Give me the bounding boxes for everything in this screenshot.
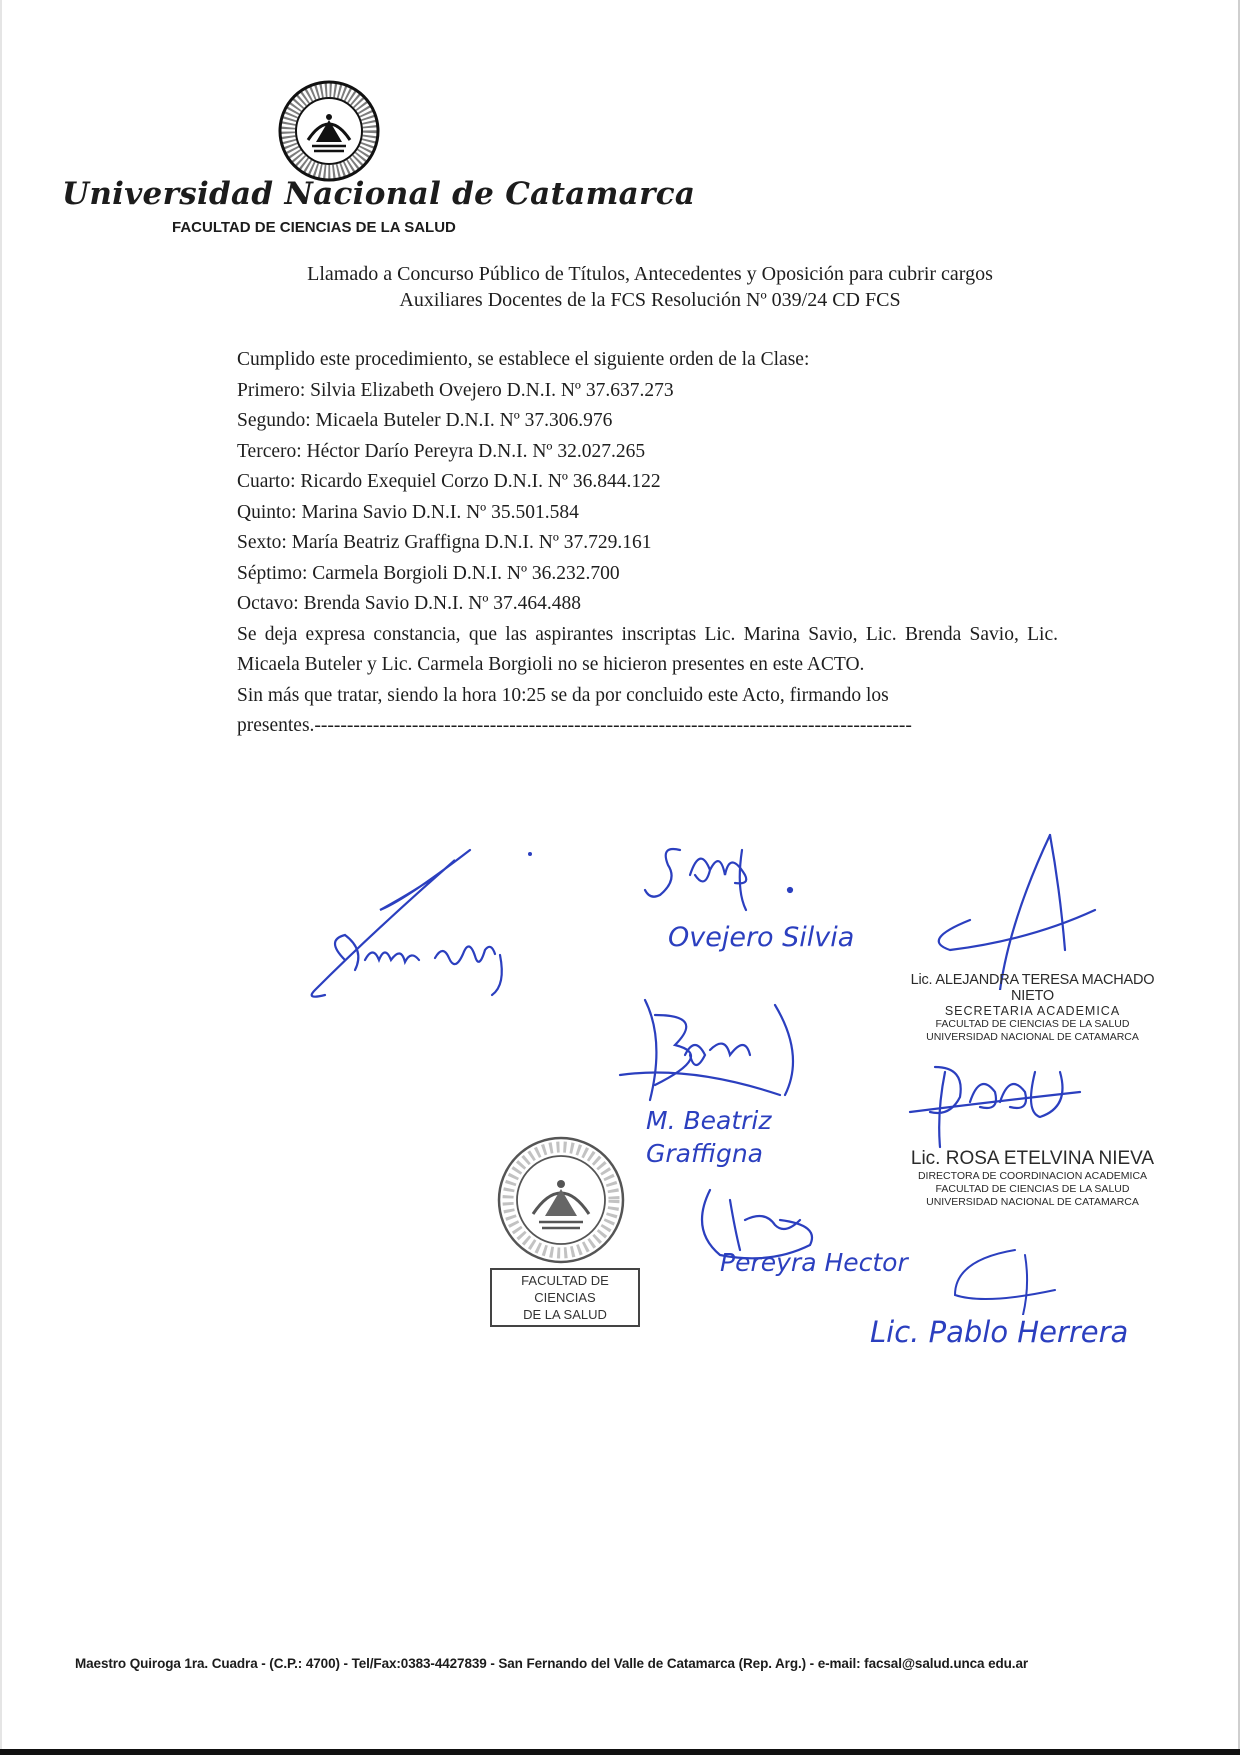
stamp-nieva xyxy=(895,1148,1170,1209)
page-edge-left xyxy=(0,0,2,1755)
ranking-item: Cuarto: Ricardo Exequiel Corzo D.N.I. Nº 36.844.122 xyxy=(237,471,661,492)
signature-graffigna-text: M. Beatriz Graffigna xyxy=(646,1106,772,1168)
stamp-nieva-name: Lic. ROSA ETELVINA NIEVA xyxy=(910,1148,1155,1169)
faculty-stamp-line-2: DE LA SALUD xyxy=(523,1307,607,1322)
ranking-item: Tercero: Héctor Darío Pereyra D.N.I. Nº 32.027.265 xyxy=(237,440,646,462)
minutes-body xyxy=(237,345,1058,742)
signature-machado xyxy=(910,830,1100,990)
signature-corzo xyxy=(285,840,545,1010)
stamp-nieva-faculty: FACULTAD DE CIENCIAS DE LA SALUD xyxy=(935,1183,1130,1195)
call-title xyxy=(200,261,1100,313)
call-title-line-2: Auxiliares Docentes de la FCS Resolución Nº 039/24 CD FCS xyxy=(399,289,901,311)
ranking-item: Primero: Silvia Elizabeth Ovejero D.N.I. Nº 37.637.273 xyxy=(237,379,674,401)
faculty-name: FACULTAD DE CIENCIAS DE LA SALUD xyxy=(172,219,456,236)
stamp-machado-faculty: FACULTAD DE CIENCIAS DE LA SALUD xyxy=(935,1018,1130,1030)
ranking-item: Séptimo: Carmela Borgioli D.N.I. Nº 36.232.700 xyxy=(237,562,620,584)
stamp-nieva-university: UNIVERSIDAD NACIONAL DE CATAMARCA xyxy=(926,1196,1139,1208)
intro-text: Cumplido este procedimiento, se establece el siguiente orden de la Clase: xyxy=(237,349,810,370)
ranking-item: Octavo: Brenda Savio D.N.I. Nº 37.464.488 xyxy=(237,593,581,614)
closing-text: Sin más que tratar, siendo la hora 10:25 se da por concluido este Acto, firmando los xyxy=(237,684,889,706)
signature-buteler xyxy=(615,995,815,1110)
stamp-machado xyxy=(895,972,1170,1044)
stamp-nieva-role: DIRECTORA DE COORDINACION ACADEMICA xyxy=(917,1170,1148,1182)
stamp-machado-university: UNIVERSIDAD NACIONAL DE CATAMARCA xyxy=(926,1031,1139,1043)
ranking-item: Segundo: Micaela Buteler D.N.I. Nº 37.306.976 xyxy=(237,410,613,431)
ranking-item: Quinto: Marina Savio D.N.I. Nº 35.501.584 xyxy=(237,501,579,523)
signature-pereyra-text: Pereyra Hector xyxy=(720,1248,908,1277)
footer-address: Maestro Quiroga 1ra. Cuadra - (C.P.: 4700) - Tel/Fax:0383-4427839 - San Fernando del Valle de Catamarca (Rep. Arg.) - e-mail: facsal@salud.unca edu.ar xyxy=(75,1656,1029,1671)
university-seal-icon xyxy=(278,80,380,182)
page-edge-bottom xyxy=(0,1749,1240,1755)
closing-dashes: presentes.-------------------------------------------------------------------------------------------- xyxy=(237,715,912,736)
signature-herrera-text: Lic. Pablo Herrera xyxy=(870,1315,1129,1349)
faculty-seal-icon xyxy=(495,1134,627,1266)
university-name: Universidad Nacional de Catamarca xyxy=(62,176,696,212)
faculty-stamp-line-1: FACULTAD DE CIENCIAS xyxy=(521,1273,609,1305)
stamp-machado-role: SECRETARIA ACADEMICA xyxy=(944,1004,1121,1018)
signature-nieva xyxy=(905,1062,1085,1152)
signature-ovejero-text: Ovejero Silvia xyxy=(668,922,855,953)
ink-dot xyxy=(528,852,532,856)
signature-herrera-mark xyxy=(945,1245,1065,1315)
faculty-stamp-box xyxy=(490,1268,640,1327)
absence-note: Se deja expresa constancia, que las aspirantes inscriptas Lic. Marina Savio, Lic. Brenda Savio, Lic. Micaela Buteler y Lic. Carmela Borgioli no se hicieron presentes en este ACTO. xyxy=(237,623,1058,675)
call-title-line-1: Llamado a Concurso Público de Títulos, Antecedentes y Oposición para cubrir cargos xyxy=(307,263,993,285)
stamp-machado-name: Lic. ALEJANDRA TERESA MACHADO NIETO xyxy=(910,972,1155,1004)
ranking-item: Sexto: María Beatriz Graffigna D.N.I. Nº 37.729.161 xyxy=(237,532,652,553)
